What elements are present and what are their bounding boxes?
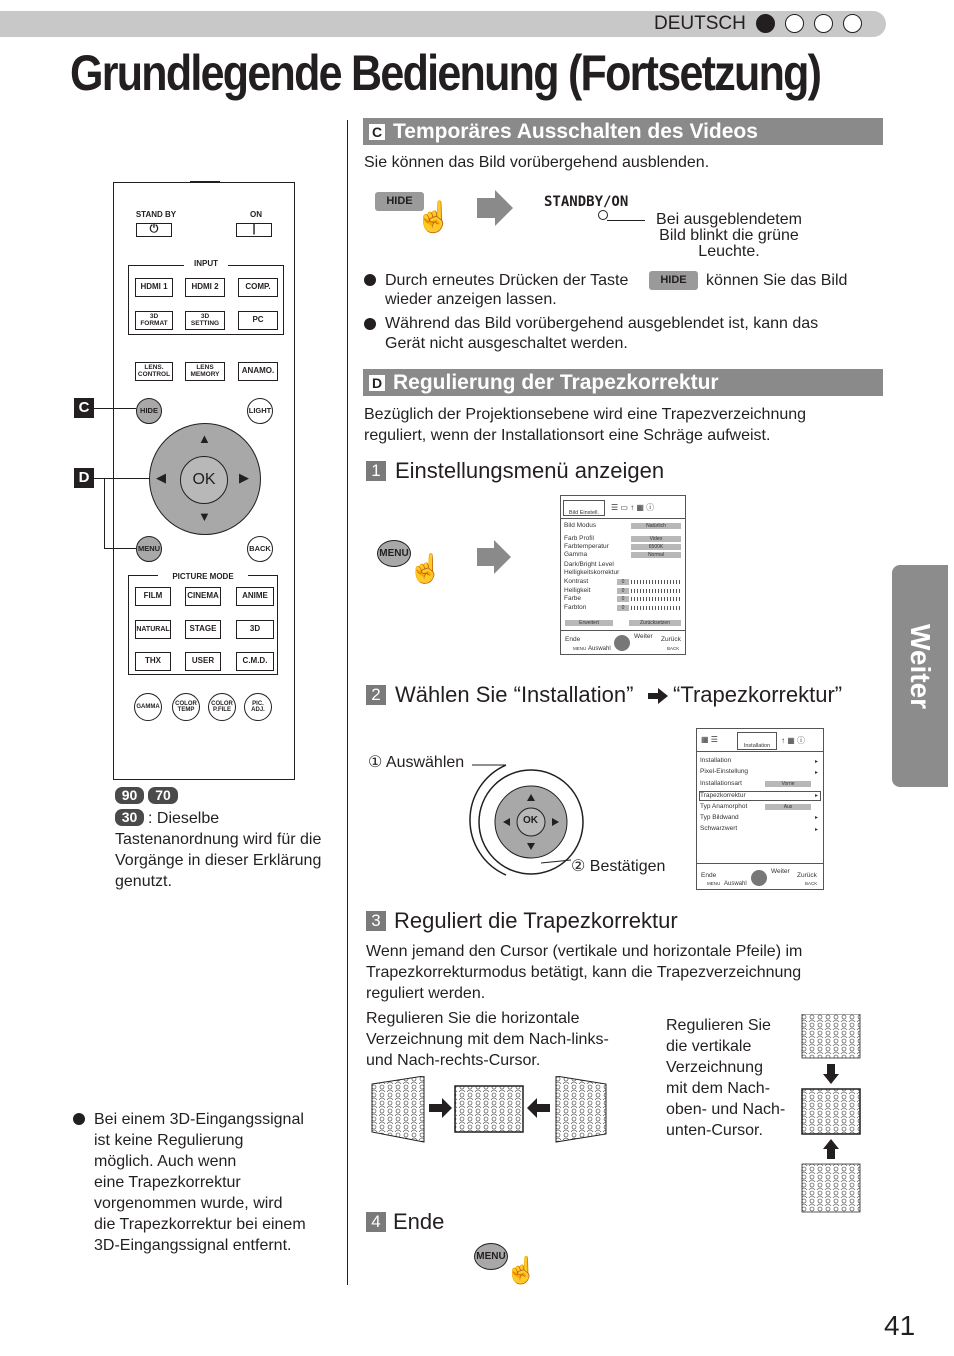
arrow-right-icon xyxy=(648,688,668,704)
section-c-header xyxy=(363,118,883,145)
menu-row-label[interactable]: Farbtemperatur xyxy=(564,543,609,550)
section-d-intro: reguliert, wenn der Installationsort eine Schräge aufweist. xyxy=(364,427,771,444)
bullet1-text-a: Durch erneutes Drücken der Taste xyxy=(385,272,629,289)
footer-back: BACK xyxy=(805,881,818,886)
horizontal-text xyxy=(366,1008,609,1071)
section-c-intro: Sie können das Bild vorübergehend ausblenden. xyxy=(364,154,710,171)
menu-row-value: 6500K xyxy=(631,544,681,550)
menu-tab-icons[interactable]: ▦ ☰ xyxy=(701,735,718,744)
menu-row-label[interactable]: Helligkeitskorrektur xyxy=(564,569,620,576)
stage-button[interactable]: STAGE xyxy=(185,620,221,639)
menu-row-value: 0 xyxy=(617,579,629,585)
color-temp-button[interactable]: COLOR TEMP xyxy=(172,693,200,721)
section-d-letter: D xyxy=(369,375,385,391)
footer-ende: Ende xyxy=(565,636,581,643)
marker-c-line xyxy=(94,408,136,409)
footer-zurueck: Zurück xyxy=(661,636,681,643)
remote-control xyxy=(113,182,295,780)
standby-on-label: STANDBY/ON xyxy=(544,194,629,210)
footer-zurueck: Zurück xyxy=(797,872,817,879)
menu-footer-divider xyxy=(561,630,685,631)
menu-row-label[interactable]: Farbton xyxy=(564,604,587,611)
bullet1-text-c: wieder anzeigen lassen. xyxy=(385,291,557,308)
cursor-pad-icon xyxy=(751,870,767,886)
horizontal-keystone-diagram xyxy=(370,1076,608,1144)
on-button[interactable] xyxy=(236,223,272,237)
language-dot-active xyxy=(756,14,775,33)
menu-slider[interactable] xyxy=(631,580,681,584)
language-dot xyxy=(814,14,833,33)
menu-row-value: Video xyxy=(631,536,681,542)
bullet-icon xyxy=(73,1113,85,1125)
confirm-label: ② Bestätigen xyxy=(571,858,666,875)
section-c-title: Temporäres Ausschalten des Videos xyxy=(393,120,758,143)
model-badge-30: 30 xyxy=(115,809,144,826)
hide-button[interactable]: HIDE xyxy=(136,398,162,424)
cursor-pad-icon xyxy=(614,635,630,651)
hand-press-icon: ☝ xyxy=(408,553,443,584)
model-badge-70: 70 xyxy=(148,787,178,804)
hand-press-icon: ☝ xyxy=(415,201,453,234)
step3-text-line: Wenn jemand den Cursor (vertikale und horizontale Pfeile) im xyxy=(366,943,803,960)
footer-auswahl: Auswahl xyxy=(588,646,611,652)
menu-row-value: Natürlich xyxy=(631,523,681,529)
footer-weiter: Weiter xyxy=(634,633,653,640)
menu-tab-icons[interactable]: ☰ ▭ ↑ ▦ ⓘ xyxy=(611,503,655,512)
erweitert-button[interactable]: Erweitert xyxy=(565,620,613,626)
model-badge-90: 90 xyxy=(115,787,144,804)
marker-d-line xyxy=(94,478,150,479)
language-label: DEUTSCH xyxy=(654,13,746,34)
step3-text xyxy=(366,941,802,1004)
user-button[interactable]: USER xyxy=(185,652,221,671)
step1-title: Einstellungsmenü anzeigen xyxy=(395,458,665,483)
lens-memory-button[interactable]: LENS MEMORY xyxy=(185,362,225,381)
step2-title-a: Wählen Sie “Installation” xyxy=(395,682,634,707)
comp-button[interactable]: COMP. xyxy=(238,278,278,297)
section-d-header xyxy=(363,369,883,396)
footer-ende: Ende xyxy=(701,872,717,879)
installation-menu-screen xyxy=(696,728,824,890)
vertical-text-line: mit dem Nach- xyxy=(666,1080,771,1097)
footer-menu: MENU xyxy=(707,881,721,886)
step3-title: Reguliert die Trapezkorrektur xyxy=(394,908,678,933)
section-c-letter: C xyxy=(369,124,385,140)
pic-adj-button[interactable]: PIC. ADJ. xyxy=(244,693,272,721)
page-number: 41 xyxy=(884,1310,916,1341)
arrow-left-icon[interactable]: ◀ xyxy=(156,470,166,485)
menu-row-label[interactable]: Gamma xyxy=(564,551,588,558)
menu-row-value: Normal xyxy=(631,552,681,558)
horizontal-text-line: und Nach-rechts-Cursor. xyxy=(366,1052,541,1069)
note-line: eine Trapezkorrektur xyxy=(94,1174,241,1191)
indicator-led xyxy=(598,210,608,220)
note-line: die Trapezkorrektur bei einem xyxy=(94,1216,306,1233)
standby-button[interactable] xyxy=(136,223,172,237)
bullet2-text-a: Während das Bild vorübergehend ausgeblendet ist, kann das xyxy=(385,315,819,332)
menu-row-label-selected[interactable]: Trapezkorrektur xyxy=(700,792,746,799)
menu-button[interactable]: MENU xyxy=(136,536,162,562)
menu-row-value: 0 xyxy=(617,605,629,611)
gamma-button[interactable]: GAMMA xyxy=(134,693,162,721)
pc-button[interactable]: PC xyxy=(238,311,278,330)
hide-key[interactable]: HIDE xyxy=(375,192,424,211)
marker-c: C xyxy=(74,398,94,418)
note-line: Bei einem 3D-Eingangssignal xyxy=(94,1111,304,1128)
vertical-text-line: unten-Cursor. xyxy=(666,1122,763,1139)
note-line: 3D-Eingangssignal entfernt. xyxy=(94,1237,292,1254)
header-bar xyxy=(0,11,886,37)
hdmi1-button[interactable]: HDMI 1 xyxy=(135,278,173,297)
power-icon: ⏻ xyxy=(149,223,159,236)
ok-button[interactable]: OK xyxy=(180,456,228,504)
bullet-icon xyxy=(364,274,376,286)
right-arrow-icon xyxy=(477,190,515,226)
picture-mode-label: PICTURE MODE xyxy=(158,572,248,581)
step3-text-line: reguliert werden. xyxy=(366,985,486,1002)
bullet-icon xyxy=(364,318,376,330)
footer-menu: MENU xyxy=(573,646,587,651)
natural-button[interactable]: NATURAL xyxy=(135,620,171,639)
continue-tab-label: Weiter xyxy=(905,624,936,710)
footer-back: BACK xyxy=(667,646,680,651)
bullet1-text-b: können Sie das Bild xyxy=(706,272,848,289)
marker-d-line-menu xyxy=(104,548,136,549)
step4-title: Ende xyxy=(393,1209,445,1234)
model-note: Vorgänge in dieser Erklärung xyxy=(115,852,322,869)
reset-button[interactable]: Zurücksetzen xyxy=(629,620,681,626)
step3-number: 3 xyxy=(366,911,386,931)
menu-row-label[interactable]: Farbe xyxy=(564,595,581,602)
menu-row-label[interactable]: Bild Modus xyxy=(564,522,597,529)
blink-note xyxy=(644,212,814,260)
vertical-text-line: die vertikale xyxy=(666,1038,752,1055)
menu-slider[interactable] xyxy=(631,597,681,601)
settings-menu-screen xyxy=(560,495,686,655)
menu-tab-divider xyxy=(697,751,823,752)
blink-note-line: Leuchte. xyxy=(698,243,760,260)
hand-press-icon: ☝ xyxy=(505,1255,538,1285)
horizontal-text-line: Verzeichnung mit dem Nach-links- xyxy=(366,1031,609,1048)
arrow-down-icon[interactable]: ▼ xyxy=(198,509,211,524)
lens-control-button[interactable]: LENS. CONTROL xyxy=(135,362,173,381)
menu-tab-divider xyxy=(561,518,685,519)
step4-number: 4 xyxy=(366,1212,386,1232)
blink-note-line: Bei ausgeblendetem xyxy=(656,211,802,228)
menu-row-label[interactable]: Typ Anamorphot xyxy=(700,803,748,810)
on-icon: | xyxy=(252,223,256,236)
menu-footer-divider xyxy=(697,863,823,864)
menu-row-value: 0 xyxy=(617,588,629,594)
menu-row-label[interactable]: Pixel-Einstellung xyxy=(700,768,749,775)
menu-tab-icons[interactable]: ↑ ▦ ⓘ xyxy=(781,736,806,745)
menu-row-value: Vorne xyxy=(765,781,811,787)
horizontal-text-line: Regulieren Sie die horizontale xyxy=(366,1010,580,1027)
arrow-right-icon[interactable]: ▶ xyxy=(239,470,249,485)
section-d-title: Regulierung der Trapezkorrektur xyxy=(393,371,719,394)
3d-setting-button[interactable]: 3D SETTING xyxy=(185,311,225,330)
select-label: ① Auswählen xyxy=(368,754,465,771)
note-line: ist keine Regulierung xyxy=(94,1132,244,1149)
menu-row-label[interactable]: Installation xyxy=(700,757,732,764)
anime-button[interactable]: ANIME xyxy=(236,587,274,606)
menu-row-value: Aus xyxy=(765,804,811,810)
step2-number: 2 xyxy=(366,685,386,705)
vertical-text-line: Regulieren Sie xyxy=(666,1017,771,1034)
marker-d-line-vertical xyxy=(104,478,105,548)
language-dot xyxy=(785,14,804,33)
language-dot xyxy=(843,14,862,33)
right-arrow-icon xyxy=(477,540,513,574)
vertical-text-line: Verzeichnung xyxy=(666,1059,763,1076)
standby-label: STAND BY xyxy=(135,210,177,219)
vertical-text-line: oben- und Nach- xyxy=(666,1101,786,1118)
vertical-text xyxy=(666,1015,785,1141)
cmd-button[interactable]: C.M.D. xyxy=(236,652,274,671)
note-line: möglich. Auch wenn xyxy=(94,1153,237,1170)
film-button[interactable]: FILM xyxy=(135,587,171,606)
blink-note-line: Bild blinkt die grüne xyxy=(659,227,799,244)
thx-button[interactable]: THX xyxy=(135,652,171,671)
menu-row-label[interactable]: Schwarzwert xyxy=(700,825,738,832)
3d-format-button[interactable]: 3D FORMAT xyxy=(135,311,173,330)
back-button[interactable]: BACK xyxy=(247,536,273,562)
on-label: ON xyxy=(250,210,262,219)
led-pointer-line xyxy=(607,220,645,221)
note-line: vorgenommen wurde, wird xyxy=(94,1195,283,1212)
menu-tab-active[interactable]: Installation xyxy=(737,732,777,750)
section-d-intro: Bezüglich der Projektionsebene wird eine Trapezverzeichnung xyxy=(364,406,807,423)
vertical-keystone-diagram xyxy=(800,1014,864,1214)
menu-row-label[interactable]: Typ Bildwand xyxy=(700,814,739,821)
cinema-button[interactable]: CINEMA xyxy=(185,587,221,606)
step3-text-line: Trapezkorrekturmodus betätigt, kann die Trapezverzeichnung xyxy=(366,964,802,981)
menu-tab-active[interactable]: Bild Einstell. xyxy=(563,500,605,516)
menu-row-label[interactable]: Farb Profil xyxy=(564,535,594,542)
hide-key-inline[interactable]: HIDE xyxy=(649,271,698,290)
menu-key[interactable]: MENU xyxy=(377,540,411,567)
step1-number: 1 xyxy=(366,461,386,481)
menu-row-label[interactable]: Kontrast xyxy=(564,578,589,585)
menu-row-label[interactable]: Dark/Bright Level xyxy=(564,561,614,568)
3d-signal-note xyxy=(94,1109,339,1256)
model-note: : Dieselbe xyxy=(148,810,220,827)
bullet2-text-b: Gerät nicht ausgeschaltet werden. xyxy=(385,335,628,352)
submenu-arrows: ▸ ▸ ▸ ▸ ▸ xyxy=(815,759,819,833)
menu-row-label[interactable]: Helligkeit xyxy=(564,587,591,594)
arrow-up-icon[interactable]: ▲ xyxy=(198,431,211,446)
menu-key-end[interactable]: MENU xyxy=(474,1243,508,1270)
3d-mode-button[interactable]: 3D xyxy=(236,620,274,639)
ok-label[interactable]: OK xyxy=(523,815,538,826)
light-button[interactable]: LIGHT xyxy=(247,398,273,424)
menu-row-value: 0 xyxy=(617,596,629,602)
column-divider xyxy=(347,120,348,1285)
color-pfile-button[interactable]: COLOR P.FILE xyxy=(208,693,236,721)
anamo-button[interactable]: ANAMO. xyxy=(238,362,278,381)
marker-d: D xyxy=(74,468,94,488)
footer-weiter: Weiter xyxy=(771,868,790,875)
step2-title-b: “Trapezkorrektur” xyxy=(673,682,843,707)
menu-slider[interactable] xyxy=(631,606,681,610)
menu-row-label[interactable]: Installationsart xyxy=(700,780,742,787)
menu-slider[interactable] xyxy=(631,589,681,593)
footer-auswahl: Auswahl xyxy=(724,881,747,887)
page-title: Grundlegende Bedienung (Fortsetzung) xyxy=(70,45,821,101)
model-note: genutzt. xyxy=(115,873,172,890)
input-label: INPUT xyxy=(184,259,228,268)
hdmi2-button[interactable]: HDMI 2 xyxy=(185,278,225,297)
model-note: Tastenanordnung wird für die xyxy=(115,831,322,848)
